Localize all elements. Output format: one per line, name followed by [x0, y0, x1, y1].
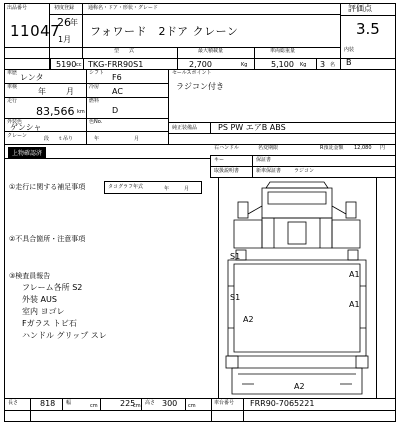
truck-diagram [218, 178, 377, 398]
usage-value: レンタ [20, 73, 44, 82]
crane-label: クレーン [7, 133, 27, 139]
inspected-band: 上物確認済 [8, 147, 46, 158]
note-inspector-label: ③検査員報告 [9, 272, 51, 280]
height-label: 高さ [145, 400, 156, 406]
crane-hook: ｔ吊り [58, 136, 74, 142]
model-label: 通称名・ドア・形状・グレード [88, 5, 158, 11]
diagram-mark-a2-left: A2 [243, 315, 254, 324]
fuel-value: D [112, 106, 119, 115]
crane-stage: 段 [44, 136, 50, 142]
capacity: 3 [320, 60, 326, 69]
ac-label: 冷房 [89, 84, 100, 90]
new-manual-label: 新車保証書 [256, 168, 282, 174]
model-type: TKG-FRR90S1 [88, 60, 144, 69]
chassis-label: 車台番号 [214, 400, 235, 406]
equipment-value: PS PW エアB ABS [218, 123, 286, 132]
auction-sheet [4, 3, 396, 422]
report-line-5: ハンドル グリップ スレ [22, 331, 107, 340]
selling-point-value: ラジコン付き [176, 82, 224, 91]
ac-value: AC [112, 87, 123, 96]
transfer-label: 名変期限 [258, 145, 279, 151]
keys-label: キー [214, 157, 225, 163]
color-value: ゲンシャ [10, 123, 42, 132]
chassis-number: FRR90-7065221 [250, 399, 315, 408]
report-line-2: 外装 AUS [22, 295, 57, 304]
mileage-unit: km [77, 109, 85, 115]
recycle-label: R預託金額 [320, 145, 344, 151]
note-defects-label: ②不具合箇所・注意事項 [9, 235, 86, 243]
shift-label: シフト [89, 70, 105, 76]
height-unit: cm [188, 403, 196, 409]
report-line-3: 室内 ヨゴレ [22, 307, 65, 316]
length-value: 818 [40, 399, 56, 408]
interior-label: 内装 [344, 47, 355, 53]
registration-year: 26 [57, 16, 71, 29]
report-line-4: Fガラス トビ石 [22, 319, 77, 328]
diagram-mark-s1-left: S1 [230, 252, 241, 261]
height-value: 300 [162, 399, 178, 408]
gross-weight: 5,100 [271, 60, 294, 69]
diagram-mark-a1-lower: A1 [349, 300, 360, 309]
tacho-year: 年 [164, 186, 170, 192]
recycle-unit: 円 [380, 145, 386, 151]
first-registration-label: 初度登録 [54, 5, 75, 11]
length-unit: cm [90, 403, 98, 409]
inspection-year: 年 [38, 87, 46, 96]
tacho-label: タコグラフ年式 [108, 184, 144, 190]
mileage-value: 83,566 [36, 105, 75, 118]
crane-year: 年 [94, 136, 100, 142]
grade-label: 評価点 [348, 4, 372, 13]
crane-month: 月 [134, 136, 140, 142]
recycle-value: 12,080 [354, 145, 372, 151]
fuel-label: 燃料 [89, 98, 100, 104]
car-name: フォワード 2ドア クレーン [90, 25, 239, 38]
interior-grade: B [346, 58, 352, 67]
warranty-label: 保証書 [256, 157, 272, 163]
grade-value: 3.5 [356, 20, 380, 38]
diagram-mark-s1-lower: S1 [230, 293, 241, 302]
max-load: 2,700 [189, 60, 212, 69]
capacity-unit: 名 [330, 62, 336, 68]
tacho-month: 月 [184, 186, 190, 192]
diagram-mark-a2-rear: A2 [294, 382, 305, 391]
width-label: 幅 [66, 400, 72, 406]
diagram-mark-a1-right: A1 [349, 270, 360, 279]
inspection-month: 月 [66, 87, 74, 96]
color-no-label: 色No. [89, 119, 103, 125]
registration-month: 1月 [58, 35, 72, 44]
displacement-unit: cc [76, 62, 82, 68]
width-unit: cm [133, 403, 141, 409]
color-label: 外装色 [7, 119, 23, 125]
selling-point-label: セールスポイント [172, 70, 212, 76]
gross-weight-unit: Kg [300, 62, 307, 68]
equipment-label: 純正装備品 [172, 125, 198, 131]
width-value: 225 [120, 399, 136, 408]
length-label: 長さ [8, 400, 19, 406]
new-manual-value: ラジコン [294, 168, 315, 174]
shift-value: F6 [112, 73, 122, 82]
gross-weight-label: 車両総重量 [270, 48, 296, 54]
max-load-unit: Kg [241, 62, 248, 68]
report-line-1: フレーム各所 S2 [22, 283, 83, 292]
inspection-label: 車検 [7, 84, 18, 90]
manual-label: 取扱説明書 [214, 168, 240, 174]
displacement: 5190 [56, 60, 77, 69]
usage-label: 車歴 [7, 70, 18, 76]
mileage-label: 走行 [7, 98, 18, 104]
model-type-label: 型 式 [114, 48, 135, 54]
note-driving-label: ①走行に関する補足事項 [9, 183, 86, 191]
max-load-label: 最大積載量 [198, 48, 224, 54]
lot-label: 出品番号 [7, 5, 28, 11]
handle-label: 右ハンドル [214, 145, 240, 151]
lot-number: 11047 [10, 22, 61, 40]
registration-year-suffix: 年 [70, 18, 78, 27]
